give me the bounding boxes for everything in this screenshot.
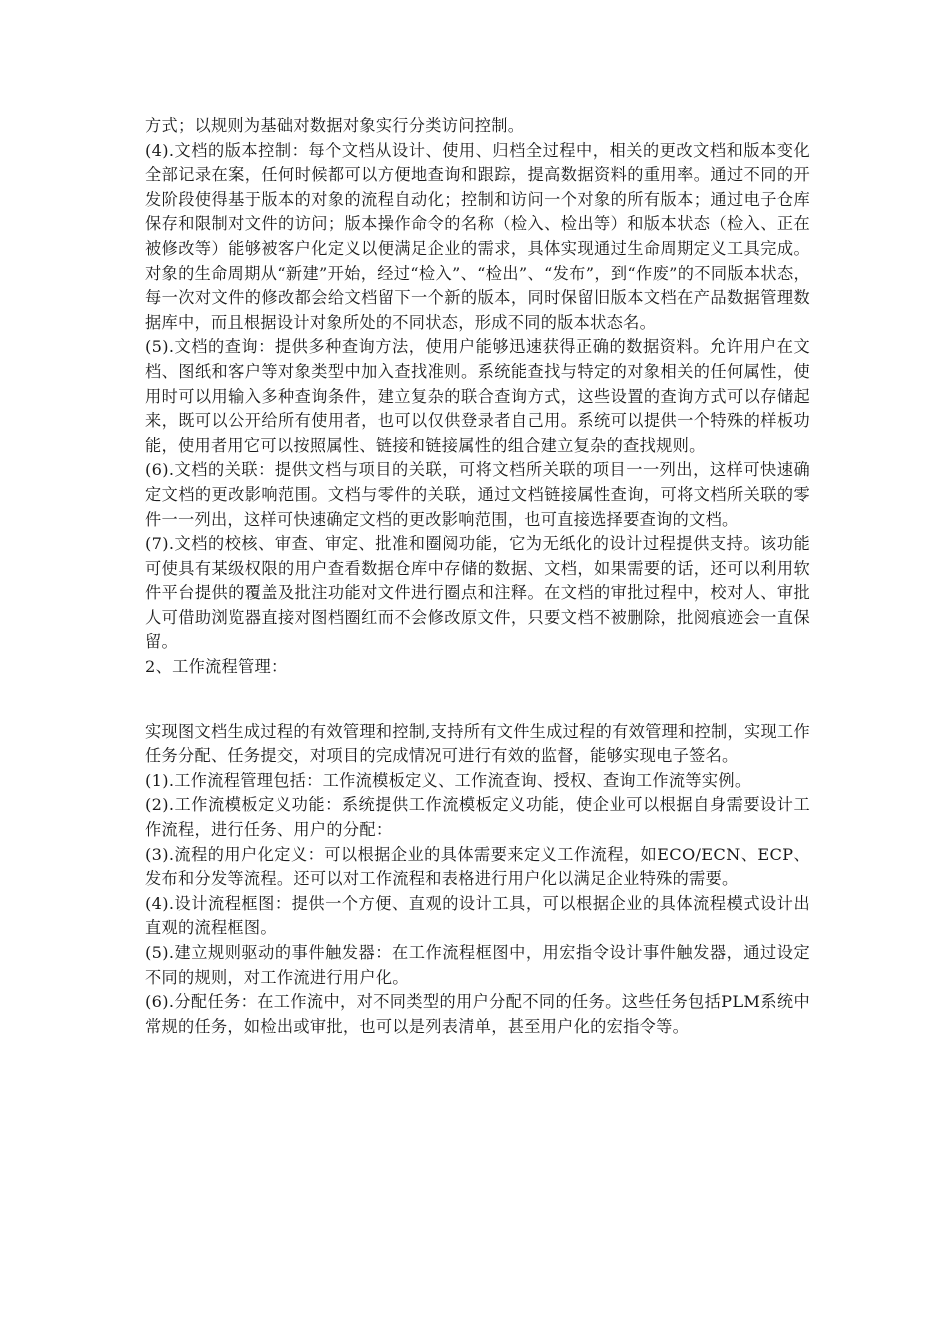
- paragraph-document-association: (6).文档的关联：提供文档与项目的关联，可将文档所关联的项目一一列出，这样可快速确定文档的更改影响范围。文档与零件的关联，通过文档链接属性查询，可将文档所关联的零件一一列出，这样可快速确定文档的更改影响范围，也可直接选择要查询的文档。: [145, 460, 810, 529]
- section-spacer: [145, 680, 810, 720]
- section-heading-workflow: 2、工作流程管理：: [145, 657, 288, 677]
- paragraph-document-review: (7).文档的校核、审查、审定、批准和圈阅功能，它为无纸化的设计过程提供支持。该功能可使具有某级权限的用户查看数据仓库中存储的数据、文档，如果需要的话，还可以利用软件平台提供的覆盖及批注功能对文件进行圈点和注释。在文档的审批过程中，校对人、审批人可借助浏览器直接对图档圈红而不会修改原文件，只要文档不被删除，批阅痕迹会一直保留。: [145, 534, 810, 652]
- document-body: [145, 114, 810, 1039]
- paragraph-event-trigger: (5).建立规则驱动的事件触发器：在工作流程框图中，用宏指令设计事件触发器，通过设定不同的规则，对工作流进行用户化。: [145, 943, 810, 987]
- paragraph-workflow-template: (2).工作流模板定义功能：系统提供工作流模板定义功能，使企业可以根据自身需要设计工作流程，进行任务、用户的分配：: [145, 795, 810, 840]
- paragraph-document-query: (5).文档的查询：提供多种查询方法，使用户能够迅速获得正确的数据资料。允许用户在文档、图纸和客户等对象类型中加入查找准则。系统能查找与特定的对象相关的任何属性，使用时可以用输入多种查询条件，建立复杂的联合查询方式，这些设置的查询方式可以存储起来，既可以公开给所有使用者，也可以仅供登录者自己用。系统可以提供一个特殊的样板功能，使用者用它可以按照属性、链接和链接属性的组合建立复杂的查找规则。: [145, 337, 810, 455]
- paragraph-workflow-scope: (1).工作流程管理包括：工作流模板定义、工作流查询、授权、查询工作流等实例。: [145, 770, 752, 790]
- paragraph-task-assignment: (6).分配任务：在工作流中，对不同类型的用户分配不同的任务。这些任务包括PLM系统中常规的任务，如检出或审批，也可以是列表清单，甚至用户化的宏指令等。: [145, 992, 810, 1036]
- paragraph-workflow-intro: 实现图文档生成过程的有效管理和控制,支持所有文件生成过程的有效管理和控制，实现工作任务分配、任务提交，对项目的完成情况可进行有效的监督，能够实现电子签名。: [145, 721, 810, 766]
- paragraph-version-control: (4).文档的版本控制：每个文档从设计、使用、归档全过程中，相关的更改文档和版本变化全部记录在案，任何时候都可以方便地查询和跟踪，提高数据资料的重用率。通过不同的开发阶段使得基于版本的对象的流程自动化；控制和访问一个对象的所有版本；通过电子仓库保存和限制对文件的访问；版本操作命令的名称（检入、检出等）和版本状态（检入、正在被修改等）能够被客户化定义以便满足企业的需求，具体实现通过生命周期定义工具完成。对象的生命周期从“新建”开始，经过“检入”、“检出”、“发布”，到“作废”的不同版本状态，每一次对文件的修改都会给文档留下一个新的版本，同时保留旧版本文档在产品数据管理数据库中，而且根据设计对象所处的不同状态，形成不同的版本状态名。: [145, 140, 810, 332]
- paragraph-workflow-customization: (3).流程的用户化定义：可以根据企业的具体需要来定义工作流程，如ECO/ECN、ECP、发布和分发等流程。还可以对工作流程和表格进行用户化以满足企业特殊的需要。: [145, 844, 810, 889]
- paragraph-workflow-diagram: (4).设计流程框图：提供一个方便、直观的设计工具，可以根据企业的具体流程模式设计出直观的流程框图。: [145, 893, 810, 938]
- paragraph-access-control-tail: 方式；以规则为基础对数据对象实行分类访问控制。: [145, 116, 525, 135]
